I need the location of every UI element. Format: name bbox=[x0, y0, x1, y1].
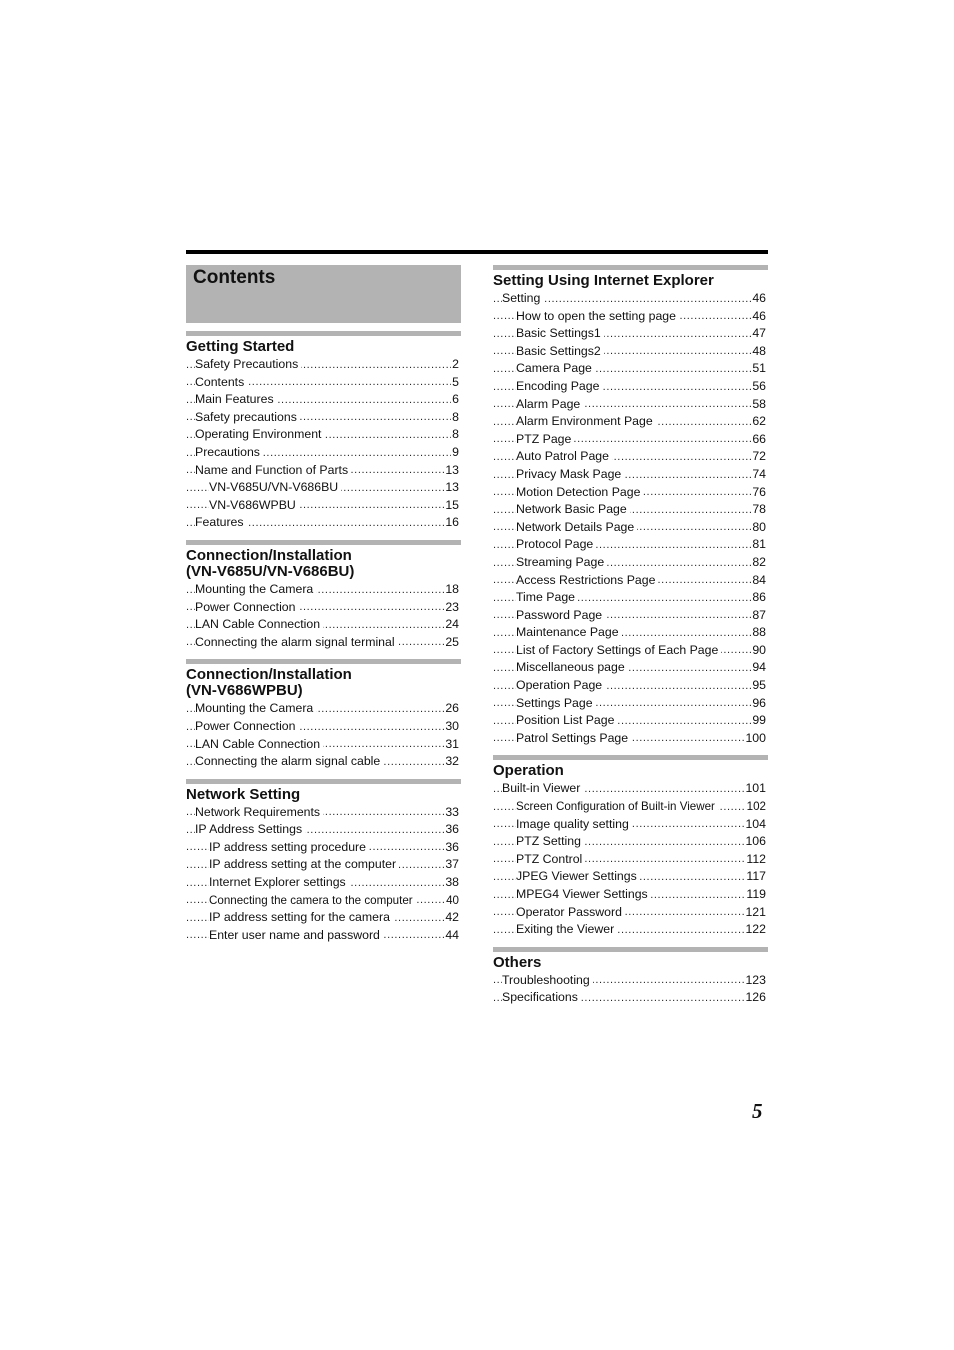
toc-entry[interactable] bbox=[186, 634, 459, 652]
section-heading-line: Others bbox=[493, 953, 542, 971]
toc-entry-page-number: 26 bbox=[444, 700, 459, 718]
toc-entry-label: Image quality setting bbox=[516, 817, 632, 831]
toc-entry-label: VN-V685U/VN-V686BU bbox=[209, 480, 341, 494]
toc-entry-label: Built-in Viewer bbox=[502, 781, 583, 795]
toc-entry[interactable] bbox=[493, 290, 766, 308]
toc-entry-page-number: 90 bbox=[751, 642, 766, 660]
toc-entry-page-number: 42 bbox=[444, 909, 459, 927]
toc-entry-page-number: 58 bbox=[751, 396, 766, 414]
toc-section-operation bbox=[493, 755, 768, 938]
section-heading bbox=[186, 545, 461, 580]
toc-entry-page-number: 5 bbox=[451, 374, 459, 392]
toc-entry-page-number: 123 bbox=[744, 972, 766, 990]
toc-entry[interactable] bbox=[493, 501, 766, 519]
toc-entry-page-number: 72 bbox=[751, 448, 766, 466]
toc-entry[interactable] bbox=[186, 909, 459, 927]
toc-entry-label: Operator Password bbox=[516, 905, 625, 919]
toc-entry-page-number: 36 bbox=[444, 821, 459, 839]
toc-entry-page-number: 126 bbox=[744, 989, 766, 1007]
toc-entry-label: Camera Page bbox=[516, 361, 595, 375]
toc-entry-page-number: 56 bbox=[751, 378, 766, 396]
toc-entry[interactable] bbox=[186, 892, 459, 910]
toc-entry-page-number: 8 bbox=[451, 426, 459, 444]
toc-entry[interactable] bbox=[186, 462, 459, 480]
top-rule bbox=[186, 250, 768, 254]
toc-entry-label: IP Address Settings bbox=[195, 822, 305, 836]
toc-entry-page-number: 81 bbox=[751, 536, 766, 554]
toc-entry-page-number: 25 bbox=[444, 634, 459, 652]
toc-entry-page-number: 6 bbox=[451, 391, 459, 409]
toc-entry-page-number: 24 bbox=[444, 616, 459, 634]
toc-entry-label: Settings Page bbox=[516, 696, 596, 710]
toc-entry-label: PTZ Page bbox=[516, 432, 574, 446]
toc-entry-label: Name and Function of Parts bbox=[195, 463, 351, 477]
section-heading-line: Network Setting bbox=[186, 785, 301, 803]
toc-entry-page-number: 94 bbox=[751, 659, 766, 677]
toc-entry-page-number: 31 bbox=[444, 736, 459, 754]
toc-entry-page-number: 44 bbox=[444, 927, 459, 945]
toc-entry[interactable] bbox=[493, 886, 766, 904]
toc-entry[interactable] bbox=[493, 642, 766, 660]
toc-entry[interactable] bbox=[186, 426, 459, 444]
section-heading-line-2: (VN-V686WPBU) bbox=[186, 682, 303, 700]
toc-entry-label: Connecting the alarm signal cable bbox=[195, 754, 383, 768]
toc-entry-label: Patrol Settings Page bbox=[516, 731, 631, 745]
toc-entry[interactable] bbox=[493, 695, 766, 713]
toc-entry-page-number: 18 bbox=[444, 581, 459, 599]
toc-section-connection-installation-vn-v686wpbu bbox=[186, 659, 461, 770]
section-heading bbox=[493, 952, 768, 971]
toc-entry-list bbox=[493, 972, 768, 1007]
toc-entry-label: Internet Explorer settings bbox=[209, 875, 349, 889]
toc-entry-label: Miscellaneous page bbox=[516, 660, 628, 674]
toc-entry-list bbox=[186, 700, 461, 770]
toc-entry[interactable] bbox=[493, 904, 766, 922]
toc-entry-label: Time Page bbox=[516, 590, 578, 604]
toc-entry-label: Network Details Page bbox=[516, 520, 637, 534]
toc-entry-label: Connecting the camera to the computer bbox=[209, 894, 416, 907]
toc-section-others bbox=[493, 947, 768, 1007]
toc-entry-list bbox=[186, 804, 461, 945]
toc-entry-page-number: 30 bbox=[444, 718, 459, 736]
toc-entry[interactable] bbox=[493, 308, 766, 326]
toc-section-setting-using-internet-explorer bbox=[493, 265, 768, 747]
toc-entry[interactable] bbox=[186, 391, 459, 409]
page-number: 5 bbox=[752, 1099, 763, 1123]
toc-entry[interactable] bbox=[493, 484, 766, 502]
toc-entry-label: Protocol Page bbox=[516, 537, 596, 551]
toc-entry-page-number: 9 bbox=[451, 444, 459, 462]
toc-entry-label: Privacy Mask Page bbox=[516, 467, 624, 481]
toc-entry-label: Precautions bbox=[195, 445, 263, 459]
toc-entry-page-number: 88 bbox=[751, 624, 766, 642]
toc-entry-page-number: 8 bbox=[451, 409, 459, 427]
toc-entry-page-number: 99 bbox=[751, 712, 766, 730]
toc-entry-page-number: 47 bbox=[751, 325, 766, 343]
toc-entry-page-number: 13 bbox=[444, 479, 459, 497]
toc-entry-page-number: 66 bbox=[751, 431, 766, 449]
toc-entry[interactable] bbox=[493, 378, 766, 396]
section-heading-line: Getting Started bbox=[186, 338, 295, 355]
toc-entry[interactable] bbox=[186, 409, 459, 427]
toc-entry-label: Basic Settings1 bbox=[516, 326, 604, 340]
toc-entry-label: Auto Patrol Page bbox=[516, 449, 612, 463]
toc-entry-page-number: 121 bbox=[744, 904, 766, 922]
toc-entry[interactable] bbox=[186, 599, 459, 617]
toc-entry[interactable] bbox=[493, 730, 766, 748]
toc-entry-label: Mounting the Camera bbox=[195, 582, 316, 596]
toc-entry[interactable] bbox=[186, 839, 459, 857]
toc-entry-page-number: 104 bbox=[744, 816, 766, 834]
contents-header-box bbox=[186, 265, 461, 323]
toc-entry[interactable] bbox=[493, 325, 766, 343]
toc-entry-label: Motion Detection Page bbox=[516, 485, 643, 499]
toc-entry[interactable] bbox=[493, 343, 766, 361]
right-column bbox=[493, 265, 768, 1015]
toc-entry[interactable] bbox=[186, 718, 459, 736]
toc-entry[interactable] bbox=[186, 821, 459, 839]
toc-entry-page-number: 86 bbox=[751, 589, 766, 607]
section-heading-line: Operation bbox=[493, 762, 564, 780]
toc-entry[interactable] bbox=[493, 816, 766, 834]
toc-entry-page-number: 23 bbox=[444, 599, 459, 617]
toc-entry[interactable] bbox=[493, 798, 766, 816]
toc-entry[interactable] bbox=[493, 851, 766, 869]
toc-entry-page-number: 100 bbox=[744, 730, 766, 748]
toc-entry[interactable] bbox=[493, 921, 766, 939]
toc-entry-list bbox=[186, 356, 461, 532]
toc-entry-label: Connecting the alarm signal terminal bbox=[195, 635, 398, 649]
toc-entry-page-number: 32 bbox=[444, 753, 459, 771]
toc-entry-label: Operation Page bbox=[516, 678, 605, 692]
toc-entry[interactable] bbox=[186, 927, 459, 945]
toc-section-network-setting bbox=[186, 779, 461, 945]
toc-entry[interactable] bbox=[186, 753, 459, 771]
toc-entry-page-number: 51 bbox=[751, 360, 766, 378]
toc-entry[interactable] bbox=[493, 780, 766, 798]
section-heading bbox=[493, 270, 768, 289]
toc-entry[interactable] bbox=[186, 581, 459, 599]
toc-entry-label: IP address setting procedure bbox=[209, 840, 369, 854]
toc-entry[interactable] bbox=[493, 589, 766, 607]
toc-entry-label: Mounting the Camera bbox=[195, 701, 316, 715]
toc-entry-label: LAN Cable Connection bbox=[195, 617, 323, 631]
toc-entry-page-number: 2 bbox=[451, 356, 459, 374]
toc-entry-list bbox=[186, 581, 461, 651]
toc-entry-page-number: 16 bbox=[444, 514, 459, 532]
toc-entry-label: Network Basic Page bbox=[516, 502, 630, 516]
toc-entry[interactable] bbox=[186, 736, 459, 754]
toc-entry-label: PTZ Control bbox=[516, 852, 585, 866]
toc-entry-label: List of Factory Settings of Each Page bbox=[516, 643, 721, 657]
toc-entry-label: Safety Precautions bbox=[195, 357, 301, 371]
toc-entry-label: Features bbox=[195, 515, 247, 529]
toc-entry[interactable] bbox=[493, 448, 766, 466]
toc-entry-label: Streaming Page bbox=[516, 555, 607, 569]
toc-entry-label: Specifications bbox=[502, 990, 581, 1004]
toc-entry-page-number: 62 bbox=[751, 413, 766, 431]
toc-entry-label: Power Connection bbox=[195, 600, 298, 614]
toc-entry-label: Alarm Environment Page bbox=[516, 414, 656, 428]
toc-entry-list bbox=[493, 290, 768, 747]
toc-entry-label: How to open the setting page bbox=[516, 309, 679, 323]
toc-entry-page-number: 46 bbox=[751, 308, 766, 326]
toc-entry-label: Password Page bbox=[516, 608, 605, 622]
section-heading bbox=[186, 664, 461, 699]
toc-entry-label: IP address setting at the computer bbox=[209, 857, 399, 871]
section-heading bbox=[186, 336, 461, 355]
toc-entry-label: Maintenance Page bbox=[516, 625, 622, 639]
toc-entry-page-number: 78 bbox=[751, 501, 766, 519]
toc-entry-page-number: 112 bbox=[745, 851, 766, 869]
toc-entry-label: LAN Cable Connection bbox=[195, 737, 323, 751]
toc-entry-page-number: 101 bbox=[744, 780, 766, 798]
page-title: Contents bbox=[193, 267, 276, 288]
toc-entry-page-number: 15 bbox=[444, 497, 459, 515]
toc-entry[interactable] bbox=[186, 356, 459, 374]
left-column bbox=[186, 265, 461, 952]
toc-entry-label: Troubleshooting bbox=[502, 973, 593, 987]
toc-entry-label: Encoding Page bbox=[516, 379, 602, 393]
toc-entry[interactable] bbox=[493, 833, 766, 851]
toc-entry-page-number: 84 bbox=[751, 572, 766, 590]
toc-entry-page-number: 48 bbox=[751, 343, 766, 361]
toc-entry-label: Screen Configuration of Built-in Viewer bbox=[516, 800, 718, 813]
toc-entry-page-number: 82 bbox=[751, 554, 766, 572]
toc-entry[interactable] bbox=[493, 624, 766, 642]
toc-entry[interactable] bbox=[493, 659, 766, 677]
section-heading-line: Connection/Installation bbox=[186, 666, 352, 684]
toc-entry-page-number: 106 bbox=[744, 833, 766, 851]
toc-section-connection-installation-vn-v685u-vn-v686bu bbox=[186, 540, 461, 651]
toc-entry-label: PTZ Setting bbox=[516, 834, 584, 848]
toc-entry[interactable] bbox=[493, 396, 766, 414]
toc-entry[interactable] bbox=[186, 856, 459, 874]
toc-entry-page-number: 13 bbox=[444, 462, 459, 480]
toc-entry-label: Access Restrictions Page bbox=[516, 573, 658, 587]
section-heading-line: Setting Using Internet Explorer bbox=[493, 272, 714, 289]
toc-entry[interactable] bbox=[493, 868, 766, 886]
toc-entry-label: Basic Settings2 bbox=[516, 344, 604, 358]
toc-entry[interactable] bbox=[493, 536, 766, 554]
toc-entry-page-number: 38 bbox=[444, 874, 459, 892]
toc-entry-page-number: 87 bbox=[751, 607, 766, 625]
toc-entry[interactable] bbox=[493, 466, 766, 484]
section-heading bbox=[186, 784, 461, 803]
toc-entry-page-number: 96 bbox=[751, 695, 766, 713]
toc-entry-label: Operating Environment bbox=[195, 427, 324, 441]
toc-entry[interactable] bbox=[493, 519, 766, 537]
toc-entry-page-number: 122 bbox=[744, 921, 766, 939]
toc-entry-page-number: 102 bbox=[746, 798, 766, 816]
toc-entry-label: Enter user name and password bbox=[209, 928, 383, 942]
toc-entry-label: Power Connection bbox=[195, 719, 298, 733]
toc-entry[interactable] bbox=[493, 413, 766, 431]
toc-entry-label: VN-V686WPBU bbox=[209, 498, 299, 512]
toc-entry-label: JPEG Viewer Settings bbox=[516, 869, 640, 883]
toc-entry-label: Contents bbox=[195, 375, 247, 389]
toc-entry-label: Safety precautions bbox=[195, 410, 300, 424]
toc-entry[interactable] bbox=[493, 431, 766, 449]
toc-entry[interactable] bbox=[493, 677, 766, 695]
toc-entry-page-number: 95 bbox=[751, 677, 766, 695]
toc-entry-page-number: 33 bbox=[444, 804, 459, 822]
toc-entry[interactable] bbox=[493, 712, 766, 730]
toc-section-getting-started bbox=[186, 331, 461, 532]
toc-entry[interactable] bbox=[186, 374, 459, 392]
toc-entry[interactable] bbox=[493, 607, 766, 625]
section-heading bbox=[493, 760, 768, 779]
toc-entry[interactable] bbox=[493, 554, 766, 572]
toc-entry[interactable] bbox=[186, 700, 459, 718]
toc-entry-label: Network Requirements bbox=[195, 805, 323, 819]
toc-entry-page-number: 40 bbox=[445, 892, 459, 910]
toc-entry-label: Setting bbox=[502, 291, 543, 305]
toc-entry-label: Alarm Page bbox=[516, 397, 583, 411]
toc-entry-page-number: 119 bbox=[745, 886, 766, 904]
toc-entry-page-number: 76 bbox=[751, 484, 766, 502]
toc-entry-page-number: 80 bbox=[751, 519, 766, 537]
toc-entry-label: Position List Page bbox=[516, 713, 617, 727]
toc-entry[interactable] bbox=[493, 360, 766, 378]
toc-entry[interactable] bbox=[186, 804, 459, 822]
toc-entry[interactable] bbox=[493, 572, 766, 590]
toc-entry[interactable] bbox=[186, 514, 459, 532]
toc-entry-label: Exiting the Viewer bbox=[516, 922, 617, 936]
toc-entry-list bbox=[493, 780, 768, 938]
toc-entry-page-number: 74 bbox=[751, 466, 766, 484]
toc-entry[interactable] bbox=[186, 444, 459, 462]
toc-entry-page-number: 36 bbox=[444, 839, 459, 857]
toc-entry-page-number: 37 bbox=[444, 856, 459, 874]
toc-entry[interactable] bbox=[186, 874, 459, 892]
section-heading-line-2: (VN-V685U/VN-V686BU) bbox=[186, 562, 355, 580]
toc-entry-page-number: 117 bbox=[745, 868, 766, 886]
toc-entry[interactable] bbox=[186, 616, 459, 634]
toc-entry-page-number: 46 bbox=[751, 290, 766, 308]
toc-entry[interactable] bbox=[186, 497, 459, 515]
toc-entry[interactable] bbox=[493, 972, 766, 990]
toc-entry-label: Main Features bbox=[195, 392, 277, 406]
section-heading-line: Connection/Installation bbox=[186, 546, 352, 564]
toc-entry-label: IP address setting for the camera bbox=[209, 910, 393, 924]
toc-entry[interactable] bbox=[186, 479, 459, 497]
toc-entry-label: MPEG4 Viewer Settings bbox=[516, 887, 651, 901]
toc-entry[interactable] bbox=[493, 989, 766, 1007]
